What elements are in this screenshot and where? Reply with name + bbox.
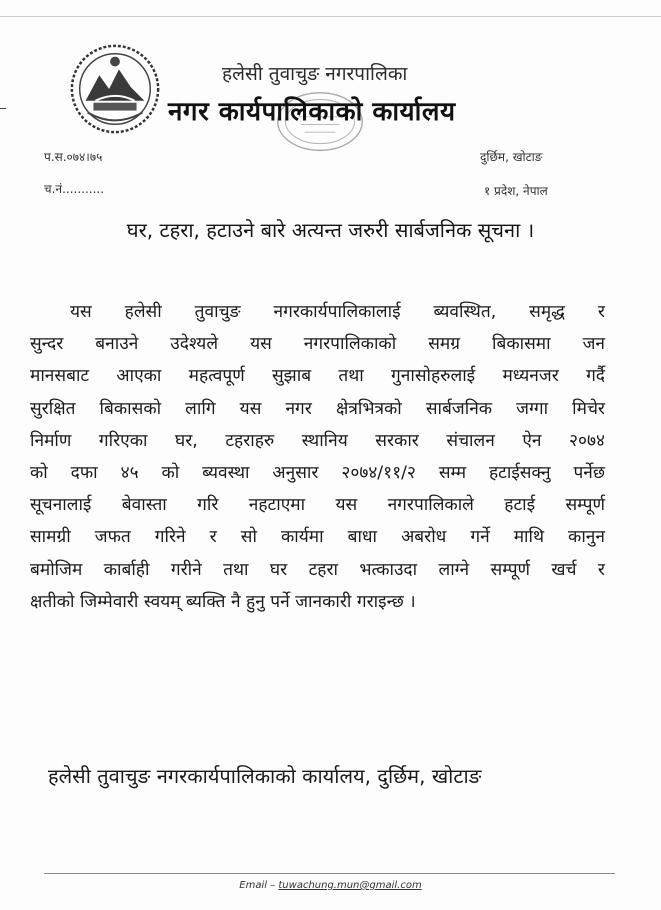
office-location: दुर्छिम, खोटाङ — [480, 150, 543, 164]
office-title: नगर कार्यपालिकाको कार्यालय — [168, 97, 456, 127]
body-line: मानसबाट आएका महत्वपूर्ण सुझाब तथा गुनासोहरुलाई मध्यनजर गर्दै — [30, 366, 605, 387]
body-line: सुन्दर बनाउने उदेश्यले यस नगरपालिकाको समग्र बिकासमा जन — [30, 334, 605, 355]
municipality-name: हलेसी तुवाचुङ नगरपालिका — [222, 63, 408, 85]
body-line: सामग्री जफत गरिने र सो कार्यमा बाधा अबरोध गर्ने माथि कानुन — [30, 527, 605, 548]
scan-edge-line — [0, 16, 661, 17]
dispatch-number: च.नं........... — [44, 182, 105, 196]
reference-number: प.स.०७४।७५ — [44, 150, 103, 164]
body-line: बमोजिम कार्बाही गरीने तथा घर टहरा भत्काउदा लाग्ने सम्पूर्ण खर्च र — [30, 559, 605, 580]
province-country: १ प्रदेश, नेपाल — [484, 184, 548, 198]
footer-divider — [44, 873, 615, 874]
notice-body — [30, 296, 605, 618]
signature-office: हलेसी तुवाचुङ नगरकार्यपालिकाको कार्यालय, दुर्छिम, खोटाङ — [48, 764, 482, 788]
body-line: सूचनालाई बेवास्ता गरि नहटाएमा यस नगरपालिकाले हटाई सम्पूर्ण — [30, 495, 605, 516]
body-line: निर्माण गरिएका घर, टहराहरु स्थानिय सरकार संचालन ऐन २०७४ — [30, 430, 605, 451]
body-line: क्षतीको जिम्मेवारी स्वयम् ब्यक्ति नै हुनु पर्ने जानकारी गराइन्छ । — [30, 591, 416, 612]
body-line: को दफा ४५ को ब्यवस्था अनुसार २०७४/११/२ सम्म हटाईसक्नु पर्नेछ — [30, 462, 605, 483]
email-label: Email – — [239, 880, 279, 891]
notice-title: घर, टहरा, हटाउने बारे अत्यन्त जरुरी सार्बजनिक सूचना । — [126, 218, 535, 242]
body-line: सुरक्षित बिकासको लागि यस नगर क्षेत्रभित्रको सार्बजनिक जग्गा मिचेर — [30, 398, 605, 419]
fold-mark — [0, 108, 6, 109]
footer — [0, 880, 661, 891]
nepal-emblem-icon — [66, 40, 164, 138]
body-line: यस हलेसी तुवाचुङ नगरकार्यपालिकालाई ब्यवस्थित, समृद्ध र — [70, 302, 605, 322]
email-link[interactable]: tuwachung.mun@gmail.com — [278, 880, 422, 891]
